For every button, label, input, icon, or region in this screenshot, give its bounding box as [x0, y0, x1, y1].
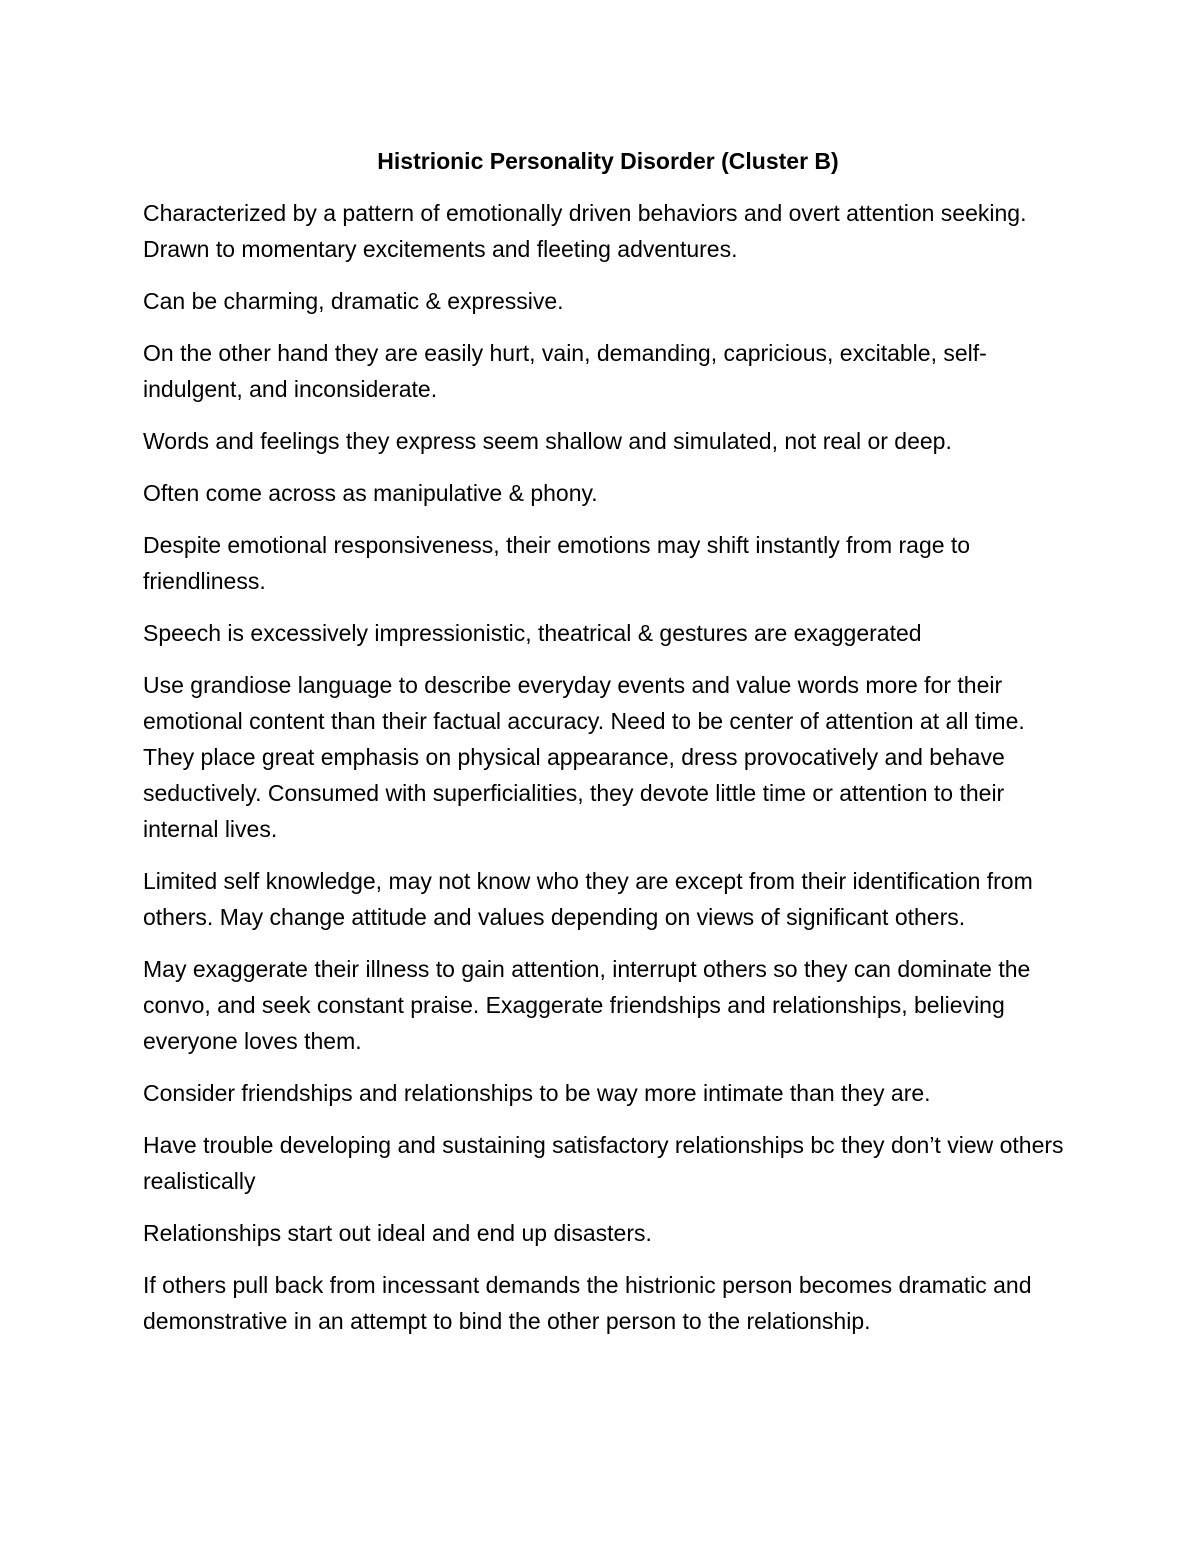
paragraph: Speech is excessively impressionistic, theatrical & gestures are exaggerated: [143, 620, 922, 646]
paragraph: Can be charming, dramatic & expressive.: [143, 288, 564, 314]
paragraph: On the other hand they are easily hurt, vain, demanding, capricious, excitable, self-indulgent, and inconsiderate.: [143, 340, 987, 402]
paragraph: Consider friendships and relationships to be way more intimate than they are.: [143, 1080, 931, 1106]
document-title: Histrionic Personality Disorder (Cluster B): [377, 148, 839, 174]
paragraph: Words and feelings they express seem shallow and simulated, not real or deep.: [143, 428, 952, 454]
paragraph: Characterized by a pattern of emotionally driven behaviors and overt attention seeking. Drawn to momentary excitements and fleeting adventures.: [143, 200, 1027, 262]
paragraph: Have trouble developing and sustaining satisfactory relationships bc they don’t view others realistically: [143, 1132, 1064, 1194]
paragraph: Limited self knowledge, may not know who they are except from their identification from others. May change attitude and values depending on views of significant others.: [143, 868, 1033, 930]
paragraph: If others pull back from incessant demands the histrionic person becomes dramatic and demonstrative in an attempt to bind the other person to the relationship.: [143, 1272, 1032, 1334]
paragraph: Often come across as manipulative & phony.: [143, 480, 598, 506]
document-body: [143, 143, 1073, 1355]
paragraph: Use grandiose language to describe everyday events and value words more for their emotional content than their factual accuracy. Need to be center of attention at all time. They place great emphasis on physical appearance, dress provocatively and behave seductively. Consumed with superficialities, they devote little time or attention to their internal lives.: [143, 672, 1025, 842]
paragraph: Relationships start out ideal and end up disasters.: [143, 1220, 652, 1246]
paragraph: Despite emotional responsiveness, their emotions may shift instantly from rage to friendliness.: [143, 532, 971, 594]
paragraph: May exaggerate their illness to gain attention, interrupt others so they can dominate the convo, and seek constant praise. Exaggerate friendships and relationships, believing everyone loves them.: [143, 956, 1031, 1054]
